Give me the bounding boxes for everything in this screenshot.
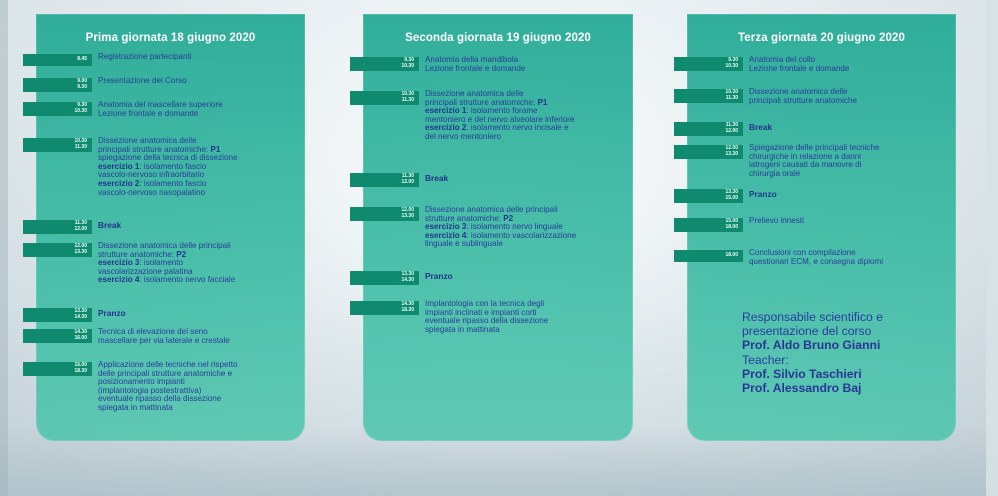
line-text: vascolo-nervoso infraorbitario (98, 170, 205, 180)
description-line (749, 217, 804, 226)
responsabile-name: Prof. Aldo Bruno Gianni (742, 338, 881, 353)
break-label: Pranzo (98, 308, 126, 318)
line-text: Conclusioni con compilazione (749, 248, 856, 257)
time-value: 14.30 (74, 329, 87, 335)
line-text: posizionamento impianti (98, 377, 185, 387)
time-slot-badge (674, 57, 743, 71)
time-slot-badge (350, 271, 419, 285)
time-slot-badge (23, 54, 92, 66)
time-slot-badge (23, 362, 92, 376)
session-description (749, 144, 879, 178)
time-value: 12.00 (74, 225, 87, 232)
time-value: 11.30 (74, 220, 87, 226)
session-description (749, 217, 804, 226)
session-description (425, 300, 548, 334)
time-value: 10.30 (74, 138, 87, 144)
session-description (425, 174, 448, 184)
line-text: impianti inclinati e impianti corti (425, 307, 537, 317)
session-description (749, 249, 883, 266)
time-value: 10.30 (401, 62, 414, 69)
time-value: 10.30 (401, 91, 414, 97)
break-label: Break (749, 122, 773, 132)
line-text: Implantologia con la tecnica degli (425, 299, 545, 308)
line-text: Tecnica di elevazione del seno (98, 327, 208, 336)
time-slot-badge (674, 189, 743, 203)
session-description (98, 137, 237, 197)
description-line (425, 65, 525, 74)
bold-term: esercizio 4 (98, 275, 140, 285)
schedule-row (23, 53, 297, 66)
time-value: 10.30 (725, 62, 738, 69)
time-value: 9.00 (77, 78, 87, 84)
description-line (98, 404, 237, 413)
day-panel-2 (363, 14, 633, 441)
description-line (749, 97, 857, 106)
time-value: 11.30 (725, 94, 738, 101)
time-slot-badge (350, 207, 419, 221)
time-value: 15.00 (725, 218, 738, 224)
day-panel-1 (36, 14, 305, 441)
time-value: 9.30 (77, 102, 87, 108)
time-value: 13.30 (74, 248, 87, 255)
line-text: Presentazione del Corso (98, 76, 187, 85)
line-text: : isolamento nervo linguale (466, 222, 563, 232)
session-description (425, 272, 453, 282)
schedule-row (23, 77, 297, 92)
right-edge-margin (986, 0, 998, 496)
line-text: principali strutture anatomiche (749, 95, 857, 105)
time-value: 9.30 (728, 57, 738, 63)
line-text: vascolo-nervoso nasopalatino (98, 187, 206, 197)
responsabile-label-2: presentazione del corso (742, 324, 872, 339)
line-text: eventuale ripasso della dissezione (98, 394, 222, 404)
description-line (98, 337, 230, 346)
description-line (425, 240, 576, 249)
time-value: 10.30 (74, 107, 87, 114)
bold-term: esercizio 2 (98, 178, 140, 188)
break-label: Break (425, 173, 449, 183)
teacher-name-1: Prof. Silvio Taschieri (742, 366, 862, 381)
time-value: 15.00 (725, 194, 738, 201)
line-text: chirurgia orale (749, 168, 801, 178)
schedule-row (350, 206, 625, 249)
schedule-break-row (674, 121, 948, 136)
time-slot-badge (674, 218, 743, 232)
day-panel-3 (687, 14, 956, 441)
line-text: : isolamento nervo facciale (139, 275, 236, 285)
line-text: vascolarizzazione palatina (98, 266, 193, 276)
time-value: 18.00 (725, 223, 738, 230)
line-text: del nervo mentoniero (425, 131, 502, 141)
line-text: Dissezione anatomica delle (749, 87, 848, 96)
time-value: 8.45 (77, 56, 87, 62)
time-value: 14.30 (401, 276, 414, 283)
bold-term: esercizio 3 (425, 222, 467, 232)
time-value: 13.30 (74, 308, 87, 314)
line-text: (implantologia postestrattiva) (98, 385, 202, 395)
line-text: : isolamento forame (466, 106, 538, 116)
session-description (425, 56, 525, 73)
session-description (749, 190, 777, 200)
session-description (425, 206, 576, 249)
line-text: principali strutture anatomiche: (98, 144, 211, 154)
description-line (98, 189, 237, 198)
session-description (749, 88, 857, 105)
time-slot-badge (350, 173, 419, 187)
time-value: 11.30 (401, 96, 414, 103)
line-text: iatrogeni causati da manovre di (749, 160, 862, 170)
line-text: Anatomia della mandibola (425, 55, 519, 64)
schedule-row (350, 90, 625, 142)
line-text: Anatomia del collo (749, 55, 816, 64)
time-value: 12.00 (401, 207, 414, 213)
line-text: : isolamento (139, 258, 184, 268)
schedule-break-row (350, 172, 625, 187)
session-description (98, 328, 230, 345)
schedule-row (23, 328, 297, 345)
teacher-name-2: Prof. Alessandro Baj (742, 381, 862, 396)
time-value: 16.00 (74, 362, 87, 368)
teacher-label: Teacher: (742, 352, 789, 367)
description-line (98, 110, 223, 119)
description-line (749, 170, 879, 179)
time-value: 12.00 (401, 178, 414, 185)
line-text: spiegata in mattinata (98, 402, 173, 412)
time-value: 9.30 (77, 83, 87, 90)
line-text: Registrazione partecipanti (98, 52, 192, 61)
time-value: 11.30 (725, 122, 738, 128)
break-label: Pranzo (749, 189, 777, 199)
line-text: spiegata in mattinata (425, 324, 500, 334)
line-text: Lezione frontale e domande (425, 63, 526, 73)
session-description (98, 309, 126, 319)
session-description (425, 90, 574, 142)
time-value: 14.30 (401, 301, 414, 307)
session-description (749, 56, 849, 73)
time-slot-badge (350, 91, 419, 105)
break-label: Pranzo (425, 271, 453, 281)
session-description (98, 221, 121, 231)
time-value: 12.00 (725, 127, 738, 134)
line-text: Prelievo innesti (749, 216, 804, 225)
time-slot-badge (23, 220, 92, 234)
description-line (425, 326, 548, 335)
time-value: 13.30 (725, 150, 738, 157)
bold-term: P2 (176, 249, 187, 259)
time-value: 13.30 (401, 212, 414, 219)
time-value: 18.30 (401, 306, 414, 313)
time-slot-badge (23, 308, 92, 322)
line-text: Dissezione anatomica delle (98, 136, 197, 145)
schedule-break-row (23, 307, 297, 322)
schedule-row (674, 217, 948, 232)
description-line (98, 77, 187, 86)
time-value: 11.30 (74, 143, 87, 150)
session-description (98, 53, 192, 62)
schedule-break-row (674, 188, 948, 203)
time-value: 14.30 (74, 313, 87, 320)
responsabile-label-1: Responsabile scientifico e (742, 310, 883, 324)
line-text: principali strutture anatomiche: (425, 97, 538, 107)
bold-term: P1 (210, 144, 221, 154)
time-value: 12.00 (74, 243, 87, 249)
time-slot-badge (23, 329, 92, 343)
line-text: strutture anatomiche: (425, 213, 504, 223)
schedule-row (674, 249, 948, 266)
time-value: 13.30 (401, 271, 414, 277)
bold-term: esercizio 1 (98, 161, 140, 171)
schedule-break-row (350, 270, 625, 285)
time-value: 9.30 (404, 57, 414, 63)
schedule-row (674, 88, 948, 105)
time-slot-badge (674, 89, 743, 103)
bold-term: esercizio 3 (98, 258, 140, 268)
line-text: Applicazione delle tecniche nel rispetto (98, 360, 238, 369)
schedule-row (23, 101, 297, 118)
line-text: linguale e sublinguale (425, 239, 503, 249)
schedule-row (350, 300, 625, 334)
time-slot-badge (23, 102, 92, 116)
time-slot-badge (674, 250, 743, 262)
time-slot-badge (674, 145, 743, 159)
schedule-row (23, 137, 297, 197)
session-description (98, 77, 187, 86)
time-value: 11.30 (401, 173, 414, 179)
bold-term: esercizio 1 (425, 106, 467, 116)
time-value: 13.30 (725, 189, 738, 195)
line-text: Lezione frontale e domande (98, 108, 199, 118)
description-line (98, 276, 235, 285)
time-value: 10.30 (725, 89, 738, 95)
bold-term: P2 (503, 213, 514, 223)
time-value: 12.00 (725, 145, 738, 151)
time-slot-badge (674, 122, 743, 136)
line-text: spiegazione della tecnica di dissezione (98, 153, 238, 163)
line-text: : isolamento fascio (139, 178, 207, 188)
break-label: Break (98, 220, 122, 230)
line-text: questionari ECM, e consegna diplomi (749, 256, 884, 266)
time-value: 16.00 (74, 334, 87, 341)
session-description (749, 123, 772, 133)
schedule-break-row (23, 219, 297, 234)
line-text: Spiegazione delle principali tecniche (749, 143, 880, 152)
line-text: : isolamento fascio (139, 161, 207, 171)
description-line (749, 65, 849, 74)
day-title: Terza giornata 20 giugno 2020 (738, 32, 905, 44)
line-text: : isolamento nervo incisale e (466, 123, 569, 133)
schedule-row (350, 56, 625, 73)
time-slot-badge (23, 138, 92, 152)
time-value: 18.30 (74, 367, 87, 374)
time-value: 18.00 (725, 252, 738, 258)
line-text: strutture anatomiche: (98, 249, 177, 259)
line-text: Lezione frontale e domande (749, 63, 850, 73)
line-text: delle principali strutture anatomiche e (98, 368, 233, 378)
schedule-row (23, 361, 297, 413)
line-text: eventuale ripasso della dissezione (425, 316, 549, 326)
line-text: chirurgiche in relazione a danni (749, 151, 862, 161)
description-line (98, 53, 192, 62)
bold-term: P1 (537, 97, 548, 107)
schedule-row (674, 56, 948, 73)
bold-term: esercizio 2 (425, 123, 467, 133)
session-description (98, 361, 237, 413)
description-line (749, 258, 883, 267)
line-text: Dissezione anatomica delle (425, 89, 524, 98)
day-title: Prima giornata 18 giugno 2020 (85, 32, 256, 44)
bold-term: esercizio 4 (425, 230, 467, 240)
session-description (98, 242, 235, 285)
time-slot-badge (350, 301, 419, 315)
line-text: mentoniero e del nervo alveolare inferiore (425, 114, 575, 124)
line-text: Anatomia del mascellare superiore (98, 100, 223, 109)
schedule-row (674, 144, 948, 178)
line-text: : isolamento vascolarizzazione (466, 230, 577, 240)
line-text: mascellare per via laterale e crestale (98, 335, 230, 345)
line-text: Dissezione anatomica delle principali (425, 205, 558, 214)
line-text: Dissezione anatomica delle principali (98, 241, 231, 250)
day-title: Seconda giornata 19 giugno 2020 (405, 32, 591, 44)
left-edge-shadow (0, 0, 8, 496)
time-slot-badge (23, 78, 92, 92)
responsabile-block (742, 310, 883, 395)
schedule-row (23, 242, 297, 285)
session-description (98, 101, 223, 118)
time-slot-badge (350, 57, 419, 71)
description-line (425, 133, 574, 142)
time-slot-badge (23, 243, 92, 257)
